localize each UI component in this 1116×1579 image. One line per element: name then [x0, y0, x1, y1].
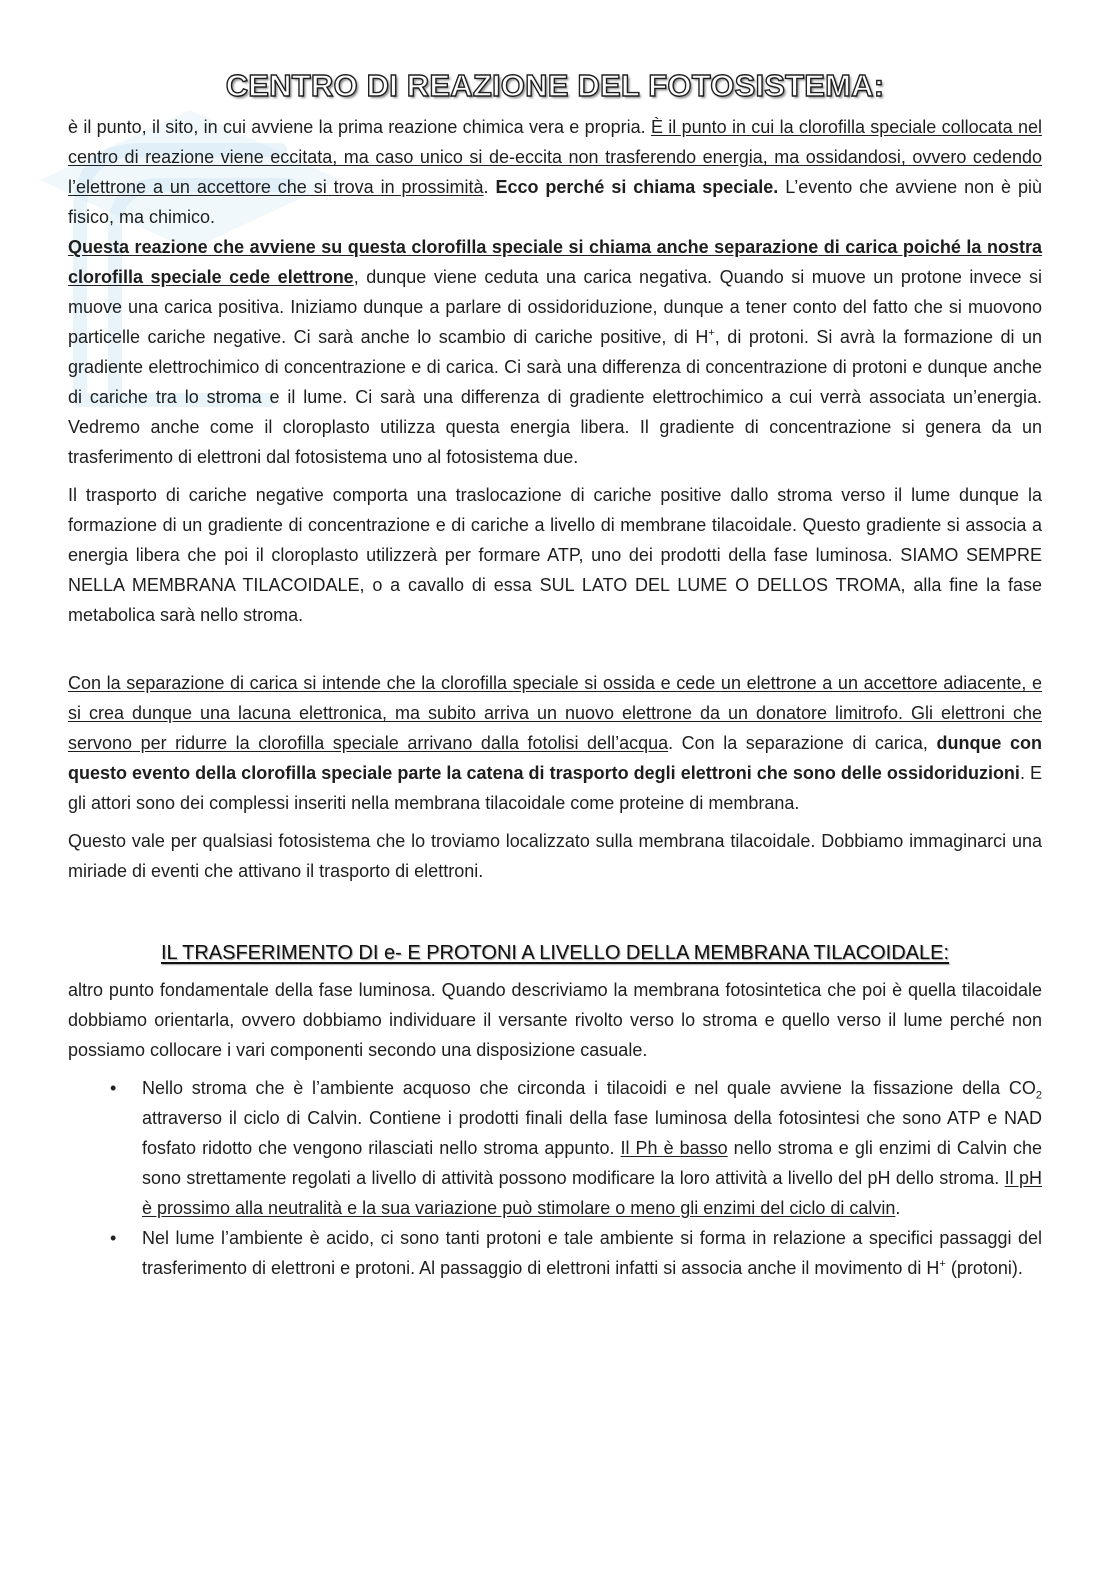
text-run: Nel lume l’ambiente è acido, ci sono tanti protoni e tale ambiente si forma in relazione a specifici passaggi del trasferimento di elettroni e protoni. Al passaggio di elettroni infatti si associa anche il movimento di H — [142, 1228, 1042, 1278]
text-run: . — [483, 177, 496, 197]
underlined-text: Con la separazione di carica si intende che la clorofilla speciale si ossida e cede un elettrone a un accettore adiacente, e si crea dunque una lacuna elettronica, ma subito arriva un nuovo elettrone da un donatore limitrofo. Gli elettroni che servono per ridurre la clorofilla speciale arrivano dalla fotolisi dell’acqua — [68, 673, 1042, 753]
text-run: , dunque viene ceduta una carica negativa. Quando si muove un protone invece si muove una carica positiva. Iniziamo dunque a parlare di ossidoriduzione, dunque a tener conto del fatto che si muovono particelle cariche negative. Ci sarà anche lo scambio di cariche positive, di H — [68, 267, 1042, 347]
document-page — [68, 68, 1042, 1283]
text-run: attraverso il ciclo di Calvin. Contiene i prodotti finali della fase luminosa della fotosintesi che sono ATP e NAD fosfato ridotto che vengono rilasciati nello stroma appunto. — [142, 1108, 1042, 1158]
page-title: CENTRO DI REAZIONE DEL FOTOSISTEMA: — [225, 68, 885, 103]
text-run: è il punto, il sito, in cui avviene la prima reazione chimica vera e propria. — [68, 117, 651, 137]
paragraph-charge-separation — [68, 668, 1042, 818]
text-run: nello stroma e gli enzimi di Calvin che sono strettamente regolati a livello di attività possono modificare la loro attività a livello del pH dello stroma. — [142, 1138, 1043, 1188]
subscript: 2 — [1035, 1089, 1042, 1102]
spacer — [68, 630, 1042, 668]
bullet-list — [68, 1073, 1042, 1283]
list-item-text — [142, 1073, 1042, 1223]
paragraph-transport: Il trasporto di cariche negative comporta una traslocazione di cariche positive dallo stroma verso il lume dunque la formazione di un gradiente di concentrazione e di cariche a livello di membrane tilacoidale. Questo gradiente si associa a energia libera che poi il cloroplasto utilizzerà per formare ATP, uno dei prodotti della fase luminosa. SIAMO SEMPRE NELLA MEMBRANA TILACOIDALE, o a cavallo di essa SUL LATO DEL LUME O DELLOS TROMA, alla fine la fase metabolica sarà nello stroma. — [68, 485, 1042, 625]
text-run: . Con la separazione di carica, — [668, 733, 937, 753]
bold-text: dunque con questo evento della clorofilla speciale parte la catena di trasporto degli elettroni che sono delle ossidoriduzioni — [68, 733, 1042, 783]
underlined-text: Il pH è prossimo alla neutralità e la sua variazione può stimolare o meno gli enzimi del ciclo di calvin — [142, 1168, 1042, 1218]
text-run: L’evento che avviene non è più fisico, ma chimico. — [68, 177, 1042, 227]
underlined-text: Il Ph è basso — [620, 1138, 728, 1158]
bold-underlined-text: Questa reazione che avviene su questa clorofilla speciale si chiama anche separazione di carica poiché la nostra clorofilla speciale cede elettrone — [68, 237, 1042, 287]
list-item-text — [142, 1223, 1042, 1283]
paragraph-photosystem: Questo vale per qualsiasi fotosistema che lo troviamo localizzato sulla membrana tilacoidale. Dobbiamo immaginarci una miriade di eventi che attivano il trasporto di elettroni. — [68, 831, 1042, 881]
paragraph-membrane: altro punto fondamentale della fase luminosa. Quando descriviamo la membrana fotosintetica che poi è quella tilacoidale dobbiamo orientarla, ovvero dobbiamo individuare il versante rivolto verso lo stroma e quello verso il lume perché non possiamo collocare i vari componenti secondo una disposizione casuale. — [68, 980, 1042, 1060]
list-item-stroma — [110, 1073, 1043, 1223]
bold-text: Ecco perché si chiama speciale. — [495, 177, 779, 197]
underlined-text: È il punto in cui la clorofilla speciale collocata nel centro di reazione viene eccitata, ma caso unico si de-eccita non trasferendo energia, ma ossidandosi, ovvero cedendo l’elettrone a un accettore che si trova in prossimità — [68, 117, 1042, 197]
paragraph-reaction-center — [68, 112, 1042, 472]
superscript: + — [708, 327, 715, 339]
text-run: . E gli attori sono dei complessi inseriti nella membrana tilacoidale come proteine di membrana. — [68, 763, 1042, 813]
spacer — [68, 886, 1042, 942]
text-run: (protoni). — [945, 1258, 1023, 1278]
text-run: Nello stroma che è l’ambiente acquoso che circonda i tilacoidi e nel quale avviene la fissazione della CO — [142, 1078, 1036, 1098]
bullet-icon: • — [110, 1078, 117, 1098]
list-item-lumen — [110, 1223, 1042, 1283]
text-run: , di protoni. Si avrà la formazione di un gradiente elettrochimico di concentrazione e di carica. Ci sarà una differenza di concentrazione di protoni e dunque anche di cariche tra lo stroma e il lume. Ci sarà una differenza di gradiente elettrochimico a cui verrà associata un’energia. Vedremo anche come il cloroplasto utilizza questa energia libera. Il gradiente di concentrazione si genera da un trasferimento di elettroni dal fotosistema uno al fotosistema due. — [68, 327, 1042, 467]
text-run: . — [895, 1198, 901, 1218]
section-title: IL TRASFERIMENTO DI e- E PROTONI A LIVELLO DELLA MEMBRANA TILACOIDALE: — [160, 942, 950, 964]
bullet-icon: • — [110, 1228, 117, 1248]
superscript: + — [939, 1258, 946, 1270]
